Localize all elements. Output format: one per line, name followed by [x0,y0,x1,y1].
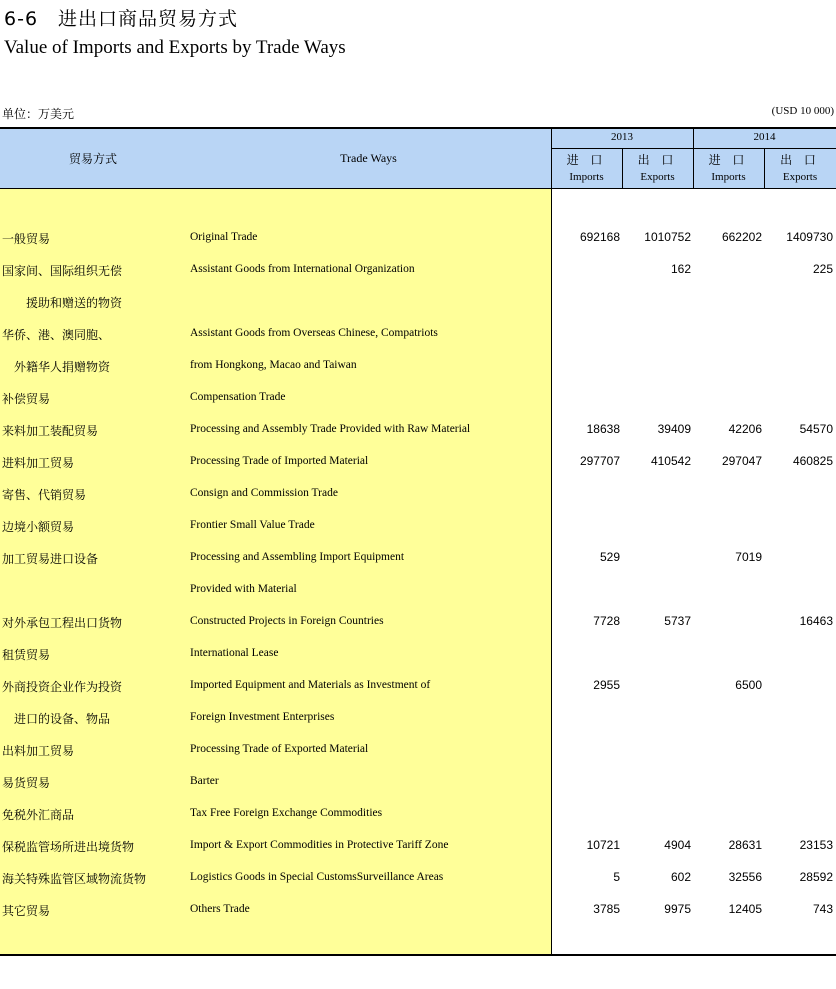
cell-imports-2013: 297707 [579,454,620,468]
row-label-cn: 寄售、代销贸易 [2,488,87,502]
row-label-en: from Hongkong, Macao and Taiwan [190,359,357,371]
row-label-cn: 其它贸易 [2,904,51,918]
header-exports-en-2013: Exports [640,171,675,183]
cell-exports-2014: 460825 [792,454,833,468]
cell-imports-2014: 7019 [735,550,762,564]
row-label-cn: 出料加工贸易 [2,744,75,758]
cell-imports-2014: 28631 [728,838,762,852]
cell-imports-2013: 10721 [586,838,620,852]
row-label-en: Others Trade [190,903,250,915]
row-label-en: Barter [190,775,219,787]
cell-imports-2014: 6500 [735,678,762,692]
cell-imports-2013: 5 [613,870,620,884]
cell-exports-2014: 743 [812,902,833,916]
row-label-en: Logistics Goods in Special CustomsSurveillance Areas [190,871,444,883]
cell-exports-2014: 28592 [799,870,833,884]
row-label-en: Consign and Commission Trade [190,487,338,499]
header-exports-en-2014: Exports [782,171,818,183]
cell-exports-2013: 39409 [657,422,691,436]
cell-imports-2013: 18638 [586,422,620,436]
cell-imports-2013: 529 [599,550,620,564]
cell-exports-2013: 162 [670,262,691,276]
cell-exports-2013: 5737 [664,614,691,628]
cell-exports-2013: 4904 [664,838,691,852]
header-imports-en-2013: Imports [569,171,604,183]
header-bottom-rule [0,188,836,189]
cell-exports-2014: 54570 [799,422,833,436]
row-label-cn: 对外承包工程出口货物 [2,616,123,630]
row-label-en: Processing Trade of Exported Material [190,743,369,755]
row-label-en: Constructed Projects in Foreign Countries [190,615,384,627]
row-label-cn: 一般贸易 [2,232,51,246]
cell-imports-2013: 3785 [593,902,620,916]
header-year-2013: 2013 [611,131,633,143]
row-label-en: Assistant Goods from Overseas Chinese, Compatriots [190,327,438,339]
header-exports-cn-2013: 出 口 [637,153,678,167]
row-label-en: Processing Trade of Imported Material [190,455,369,467]
cell-exports-2013: 602 [670,870,691,884]
row-label-cn: 海关特殊监管区域物流货物 [2,872,147,886]
header-imports-cn-2014: 进 口 [708,153,749,167]
cell-imports-2014: 12405 [728,902,762,916]
row-label-cn: 免税外汇商品 [2,808,75,822]
row-label-cn: 补偿贸易 [2,392,51,406]
table-bottom-rule [0,954,836,956]
row-label-cn: 进口的设备、物品 [2,712,111,726]
row-label-en: Tax Free Foreign Exchange Commodities [190,807,383,819]
table-top-rule [0,127,836,129]
cell-imports-2014: 42206 [728,422,762,436]
cell-imports-2014: 297047 [721,454,762,468]
cell-imports-2014: 32556 [728,870,762,884]
row-label-cn: 来料加工装配贸易 [2,424,99,438]
cell-exports-2013: 410542 [650,454,691,468]
page-title-english: Value of Imports and Exports by Trade Ways [4,37,346,58]
cell-imports-2014: 662202 [721,230,762,244]
row-label-cn: 租赁贸易 [2,648,51,662]
row-label-cn: 加工贸易进口设备 [2,552,99,566]
row-label-en: Import & Export Commodities in Protective Tariff Zone [190,839,449,851]
header-year-2014: 2014 [753,131,776,143]
row-label-cn: 易货贸易 [2,776,51,790]
cell-exports-2014: 16463 [799,614,833,628]
row-label-cn: 保税监管场所进出境货物 [2,840,135,854]
column-divider [551,128,552,956]
row-label-cn: 外商投资企业作为投资 [2,680,123,694]
header-trade-way-en: Trade Ways [340,151,397,165]
cell-imports-2013: 7728 [593,614,620,628]
label-column-background [0,128,551,956]
cell-exports-2014: 225 [812,262,833,276]
row-label-en: Imported Equipment and Materials as Investment of [190,679,431,691]
cell-exports-2014: 23153 [799,838,833,852]
cell-imports-2013: 692168 [579,230,620,244]
cell-imports-2013: 2955 [593,678,620,692]
row-label-en: International Lease [190,647,279,659]
page-title-chinese: 6-6 进出口商品贸易方式 [4,8,239,30]
cell-exports-2014: 1409730 [786,230,833,244]
row-label-cn: 边境小额贸易 [2,520,75,534]
header-imports-cn-2013: 进 口 [566,153,607,167]
unit-label-english: (USD 10 000) [771,105,834,117]
row-label-cn: 华侨、港、澳同胞、 [2,328,111,342]
row-label-en: Processing and Assembling Import Equipment [190,551,405,563]
cell-exports-2013: 9975 [664,902,691,916]
row-label-en: Assistant Goods from International Organization [190,263,415,275]
header-exports-cn-2014: 出 口 [780,153,820,167]
row-label-en: Provided with Material [190,583,297,595]
row-label-en: Processing and Assembly Trade Provided with Raw Material [190,423,471,435]
row-label-en: Original Trade [190,231,258,243]
row-label-cn: 援助和赠送的物资 [2,296,123,310]
row-label-en: Compensation Trade [190,391,286,403]
row-label-cn: 进料加工贸易 [2,456,75,470]
row-label-cn: 外籍华人捐赠物资 [2,360,111,374]
unit-label-chinese: 单位：万美元 [2,107,75,121]
cell-exports-2013: 1010752 [644,230,691,244]
row-label-en: Frontier Small Value Trade [190,519,315,531]
header-imports-en-2014: Imports [711,171,746,183]
row-label-cn: 国家间、国际组织无偿 [2,264,123,278]
header-trade-way-cn: 贸易方式 [68,152,117,166]
row-label-en: Foreign Investment Enterprises [190,711,335,723]
year-underline [551,148,836,149]
